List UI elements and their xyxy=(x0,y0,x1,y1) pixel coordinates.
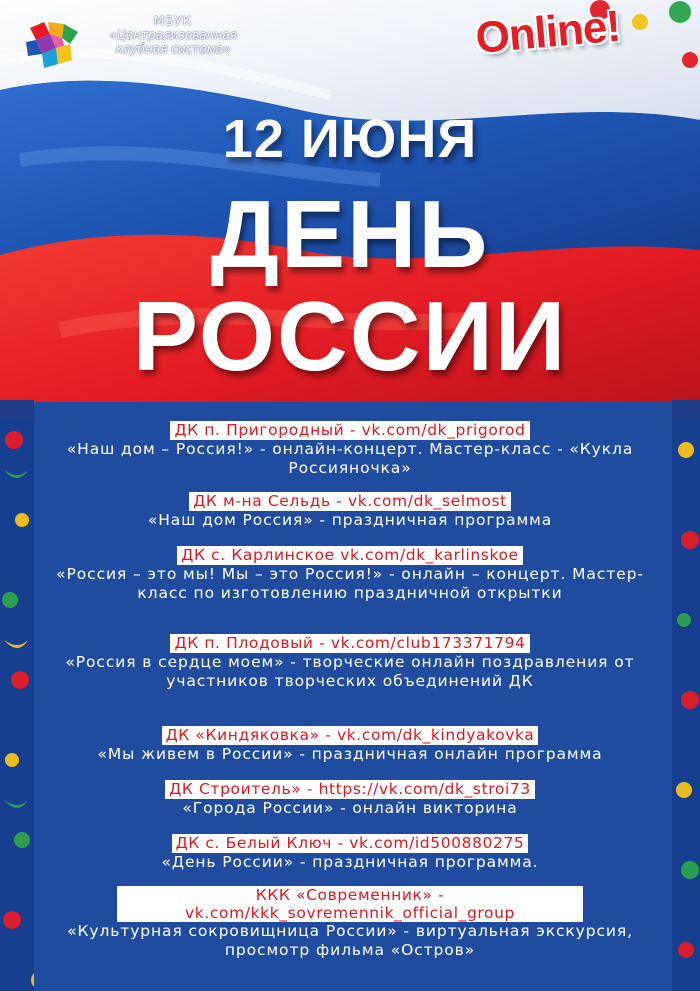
title-line-1: ДЕНЬ xyxy=(210,181,490,288)
venue-item xyxy=(0,886,700,960)
venue-name[interactable]: ДК с. Карлинское vk.com/dk_karlinskoe xyxy=(177,546,522,565)
venue-name[interactable]: ДК Строитель» - https://vk.com/dk_stroi73 xyxy=(165,780,535,799)
venue-item xyxy=(0,633,700,691)
org-line-3: клубная система» xyxy=(115,42,231,56)
venue-name[interactable]: ДК п. Пригородный - vk.com/dk_prigorod xyxy=(170,421,529,440)
venue-description: «Наш дом – Россия!» - онлайн-концерт. Мастер-класс - «Кукла Россияночка» xyxy=(66,440,634,477)
venue-item xyxy=(0,420,700,478)
venue-description: «Россия в сердце моем» - творческие онлайн поздравления от участников творческих объединений ДК xyxy=(65,653,635,690)
venue-description: «Культурная сокровищница России» - виртуальная экскурсия, просмотр фильма «Остров» xyxy=(67,922,633,959)
venue-name[interactable]: ККК «Современник» - vk.com/kkk_sovremennik_official_group xyxy=(117,886,583,922)
venue-name[interactable]: ДК п. Плодовый - vk.com/club173371794 xyxy=(170,634,529,653)
venue-item xyxy=(0,779,700,818)
logo-icon xyxy=(22,18,82,74)
venue-name[interactable]: ДК «Киндяковка» - vk.com/dk_kindyakovka xyxy=(162,726,539,745)
venue-item xyxy=(0,545,700,603)
venue-description: «Россия – это мы! Мы – это Россия!» - онлайн – концерт. Мастер-класс по изготовлению праздничной открытки xyxy=(56,565,644,602)
venue-item xyxy=(0,491,700,530)
title-line-2: РОССИИ xyxy=(132,281,568,391)
venue-description: «Мы живем в России» - праздничная онлайн программа xyxy=(97,745,603,763)
online-badge: Online! xyxy=(473,1,622,64)
venue-name[interactable]: ДК с. Белый Ключ - vk.com/id500880275 xyxy=(172,834,529,853)
org-line-1: МБУК xyxy=(153,14,193,28)
venue-item xyxy=(0,833,700,872)
venue-description: «Города России» - онлайн викторина xyxy=(182,799,518,817)
venue-name[interactable]: ДК м-на Сельдь - vk.com/dk_selmost xyxy=(189,492,511,511)
event-date: 12 ИЮНЯ xyxy=(222,109,478,169)
org-line-2: «Централизованная xyxy=(109,28,237,42)
organization-name xyxy=(88,14,258,56)
venue-description: «День России» - праздничная программа. xyxy=(161,853,539,871)
venue-description: «Наш дом Россия» - праздничная программа xyxy=(147,511,553,529)
venue-item xyxy=(0,725,700,764)
